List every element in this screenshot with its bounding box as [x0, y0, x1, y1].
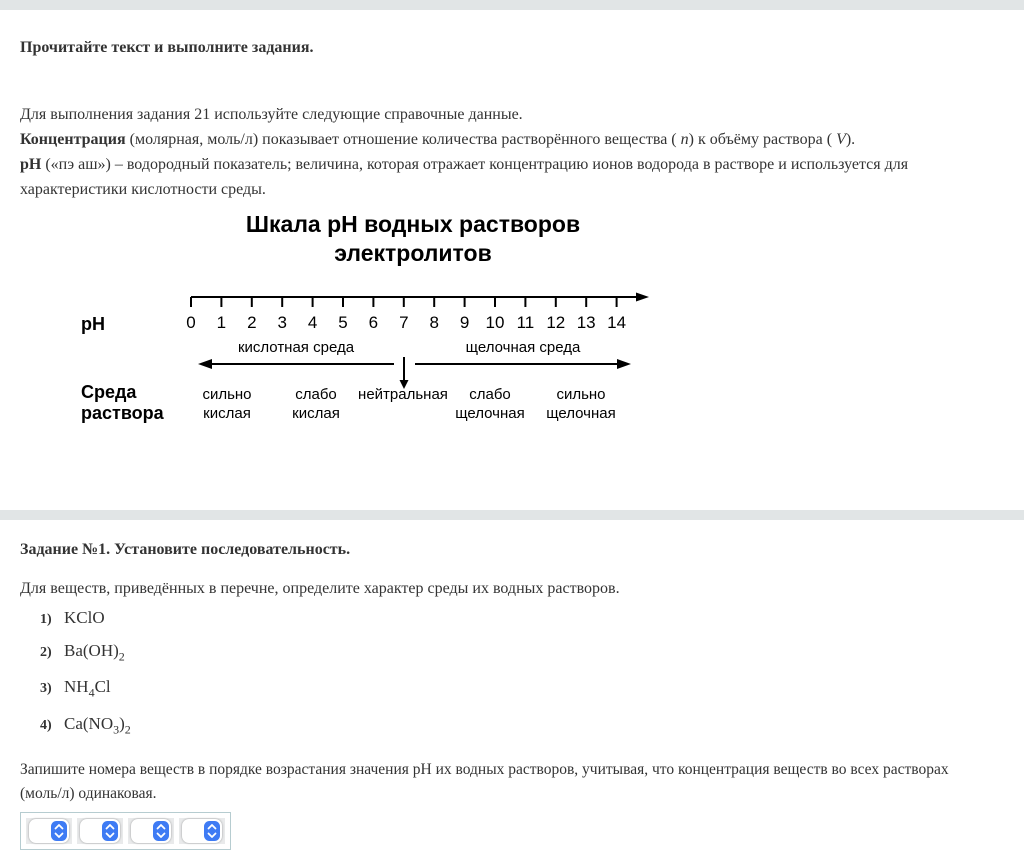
answer-spinner-3[interactable] — [128, 818, 174, 844]
task-note: Запишите номера веществ в порядке возрастания значения pH их водных растворов, учитывая, что концентрация веществ во всех растворах (моль/л) одинаковая. — [20, 761, 949, 803]
list-item-4 — [40, 713, 1004, 740]
ph-tick-label: 7 — [399, 313, 409, 332]
answer-input-3[interactable] — [134, 821, 151, 841]
ph-tick-label: 9 — [459, 313, 470, 332]
substance-formula: KClO — [64, 608, 105, 627]
page-title: Прочитайте текст и выполните задания. — [20, 39, 314, 56]
ph-tick-label: 14 — [607, 313, 627, 332]
list-item-number: 2) — [40, 645, 52, 660]
substance-list — [40, 607, 1004, 740]
section-divider — [0, 510, 1024, 520]
ph-tick-label: 4 — [307, 313, 318, 332]
intro-line-ph: pH («пэ аш») – водородный показатель; величина, которая отражает концентрацию ионов водорода в растворе и используется для характеристики кислотности среды. — [20, 156, 909, 198]
var-v: V — [836, 131, 846, 148]
ph-tick-label: 5 — [338, 313, 348, 332]
intro-line-concentration: Концентрация (молярная, моль/л) показывает отношение количества растворённого вещества ( n) к объёму раствора ( V). — [20, 131, 856, 148]
task-section — [0, 540, 1024, 850]
term-concentration: Концентрация — [20, 131, 126, 148]
ph-tick-label: 10 — [485, 313, 505, 332]
ph-tick-label: 1 — [216, 313, 227, 332]
answer-input-1[interactable] — [32, 821, 49, 841]
ph-tick-label: 13 — [576, 313, 596, 332]
ph-tick-label: 3 — [277, 313, 287, 332]
ph-scale-diagram — [80, 210, 730, 435]
top-bar — [0, 0, 1024, 10]
list-item-2 — [40, 640, 1004, 667]
diagram-title: Шкала pH водных растворов электролитов — [245, 211, 581, 266]
answer-spinner-2[interactable] — [77, 818, 123, 844]
answer-sequence-box — [20, 812, 231, 850]
task-title: Задание №1. Установите последовательность. — [20, 541, 351, 558]
ph-tick-label: 2 — [247, 313, 257, 332]
number-stepper[interactable] — [204, 821, 220, 841]
reference-section — [0, 38, 1024, 435]
term-ph: pH — [20, 156, 42, 173]
alkaline-zone-label: щелочная среда — [465, 339, 581, 356]
number-stepper[interactable] — [102, 821, 118, 841]
answer-field — [131, 819, 171, 843]
answer-spinner-4[interactable] — [179, 818, 225, 844]
ph-tick-label: 0 — [186, 313, 196, 332]
ph-tick-label: 6 — [368, 313, 379, 332]
number-stepper[interactable] — [51, 821, 67, 841]
number-stepper[interactable] — [153, 821, 169, 841]
intro-line-1: Для выполнения задания 21 используйте следующие справочные данные. — [20, 106, 523, 123]
answer-field — [80, 819, 120, 843]
list-item-number: 4) — [40, 717, 52, 733]
solution-medium-label: Среда раствора — [81, 382, 164, 423]
stepper-arrows-icon — [51, 821, 67, 841]
task-prompt: Для веществ, приведённых в перечне, определите характер среды их водных растворов. — [20, 580, 620, 597]
substance-formula: $Ba(OH)_2$ — [64, 641, 125, 664]
substance-formula: $NH_4Cl$ — [64, 677, 111, 700]
answer-field — [182, 819, 222, 843]
stepper-arrows-icon — [153, 821, 169, 841]
medium-category-label: слабо щелочная — [455, 386, 525, 422]
ph-tick-label: 8 — [429, 313, 439, 332]
stepper-arrows-icon — [204, 821, 220, 841]
list-item-number: 3) — [40, 681, 52, 697]
stepper-arrows-icon — [102, 821, 118, 841]
answer-field — [29, 819, 69, 843]
list-item-3 — [40, 676, 1004, 703]
medium-category-label: сильно щелочная — [546, 386, 616, 422]
ph-tick-label: 11 — [516, 313, 535, 332]
answer-input-2[interactable] — [83, 821, 100, 841]
ph-tick-label: 12 — [546, 313, 566, 332]
answer-input-4[interactable] — [185, 821, 202, 841]
reference-text — [20, 102, 1004, 202]
medium-category-label: слабо кислая — [292, 386, 340, 422]
medium-category-label: сильно кислая — [202, 386, 252, 422]
ph-axis-label: pH — [81, 314, 105, 334]
acid-zone-label: кислотная среда — [237, 339, 355, 356]
list-item-1 — [40, 607, 1004, 631]
answer-spinner-1[interactable] — [26, 818, 72, 844]
substance-formula: $Ca(NO_3)_2$ — [64, 713, 131, 737]
var-n: n — [680, 131, 689, 148]
medium-category-label: нейтральная — [358, 386, 448, 403]
list-item-number: 1) — [40, 612, 52, 627]
